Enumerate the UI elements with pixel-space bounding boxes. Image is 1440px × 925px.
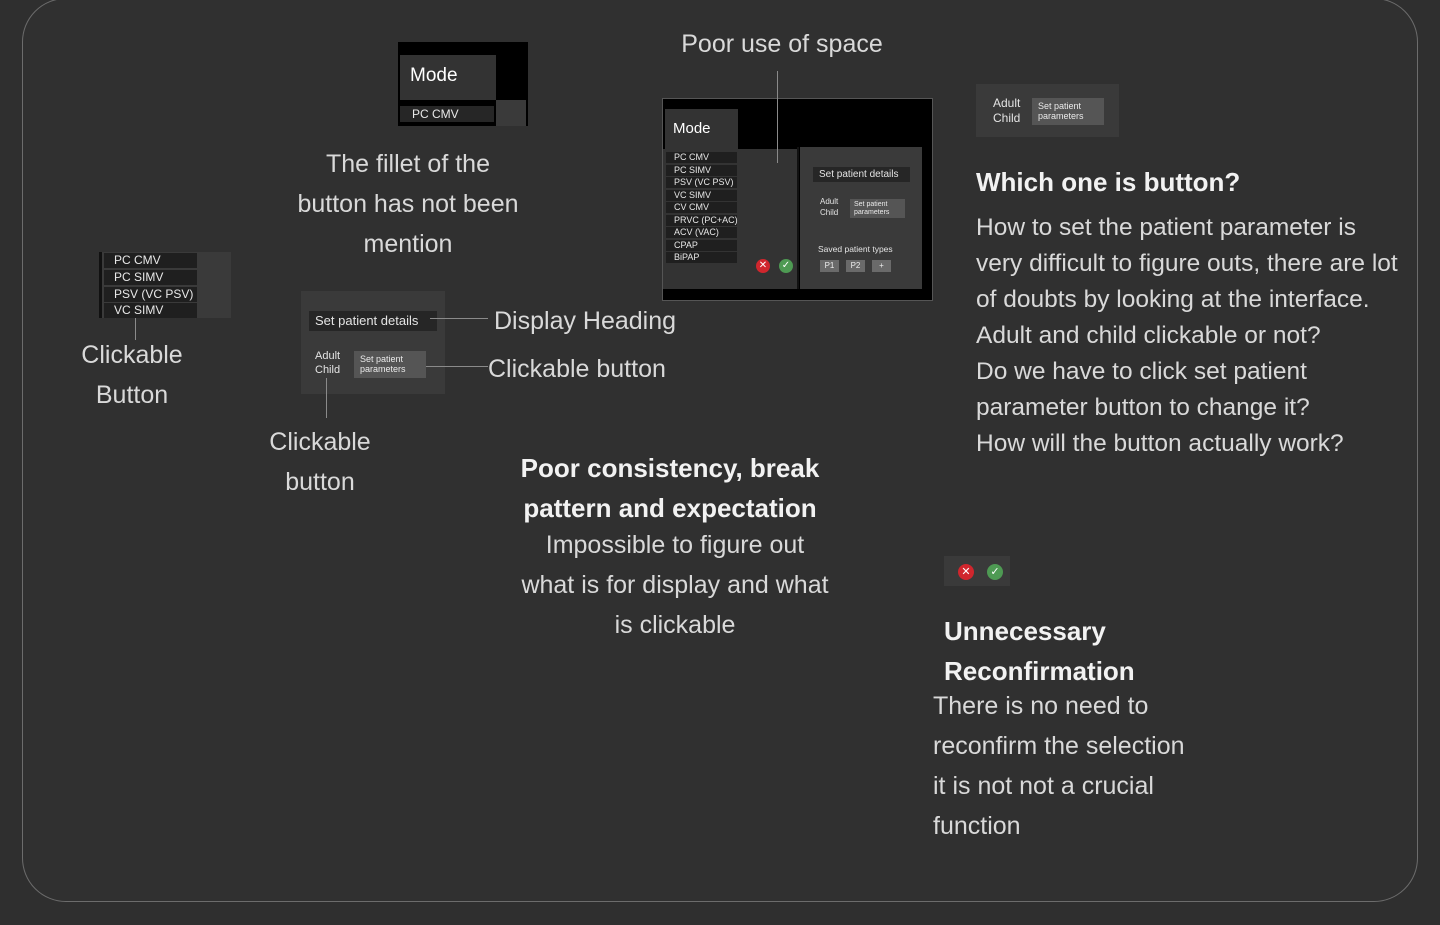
saved-patient-types-label: Saved patient types	[818, 244, 893, 254]
check-icon[interactable]: ✓	[987, 564, 1003, 580]
mode-item[interactable]: CV CMV	[666, 202, 737, 213]
mode-item[interactable]: PSV (VC PSV)	[666, 177, 737, 188]
mode-item[interactable]: PC SIMV	[666, 165, 737, 176]
child-label: Child	[820, 208, 839, 217]
fillet-line-3: mention	[363, 230, 453, 258]
which-button-heading: Which one is button?	[976, 167, 1241, 197]
mode-list-item[interactable]: PC SIMV	[104, 270, 197, 285]
button-label-line: parameters	[1038, 111, 1084, 121]
mode-item[interactable]: VC SIMV	[666, 190, 737, 201]
display-heading-annotation: Display Heading	[494, 307, 677, 335]
body-line: Impossible to figure out	[545, 531, 805, 559]
annotation-line: button	[285, 468, 355, 496]
clickable-button-annotation-left	[52, 335, 212, 415]
mode-list-item[interactable]: VC SIMV	[104, 303, 197, 318]
connector-line	[426, 366, 488, 367]
patient-details-heading: Set patient details	[309, 311, 437, 331]
poor-space-pointer	[777, 71, 778, 163]
consistency-body	[505, 525, 845, 645]
patient-details-snippet	[301, 291, 445, 394]
button-label-line: Set patient	[1038, 101, 1082, 111]
mode-list-item[interactable]: PSV (VC PSV)	[104, 287, 197, 302]
set-patient-parameters-button[interactable]	[850, 199, 905, 218]
mode-list-item[interactable]: PC CMV	[104, 253, 197, 268]
body-line: it is not not a crucial	[933, 772, 1154, 800]
set-patient-parameters-button[interactable]	[1032, 98, 1104, 125]
close-icon[interactable]: ✕	[756, 259, 770, 273]
body-line: Do we have to click set patient	[976, 358, 1307, 385]
body-line: what is for display and what	[521, 571, 829, 599]
clickable-button-annotation-below	[240, 422, 400, 502]
heading-line: Unnecessary	[944, 616, 1106, 646]
set-patient-parameters-button[interactable]	[354, 351, 426, 378]
mode-item-selected[interactable]: PC CMV	[400, 106, 494, 122]
body-line: How will the button actually work?	[976, 430, 1344, 457]
button-label-line: Set patient	[854, 201, 888, 208]
connector-line	[430, 318, 488, 319]
fillet-annotation	[283, 144, 533, 264]
child-label: Child	[993, 111, 1021, 125]
body-line: Adult and child clickable or not?	[976, 322, 1321, 349]
annotation-line: Clickable	[269, 428, 371, 456]
mode-list-edge	[99, 252, 102, 318]
mode-item[interactable]: PC CMV	[666, 152, 737, 163]
mode-list-snippet	[99, 252, 231, 318]
adult-label: Adult	[820, 197, 839, 206]
body-line: function	[933, 812, 1021, 840]
button-label-line: parameters	[360, 364, 406, 374]
close-icon[interactable]: ✕	[958, 564, 974, 580]
saved-patient-chip-p2[interactable]: P2	[846, 260, 865, 272]
connector-line	[326, 378, 327, 418]
poor-space-annotation: Poor use of space	[681, 30, 883, 58]
add-saved-patient-button[interactable]: +	[872, 260, 891, 272]
body-line: is clickable	[614, 611, 736, 639]
button-label-line: parameters	[854, 209, 890, 216]
heading-line: pattern and expectation	[523, 493, 817, 523]
body-line: very difficult to figure outs, there are lot	[976, 250, 1398, 277]
fillet-line-2: button has not been	[297, 190, 519, 218]
column-divider	[797, 147, 799, 289]
mode-title: Mode	[400, 55, 496, 100]
heading-line: Poor consistency, break	[520, 453, 820, 483]
body-line: of doubts by looking at the interface.	[976, 286, 1370, 313]
full-ui-screen	[662, 98, 933, 301]
consistency-heading	[505, 448, 835, 528]
button-label-line: Set patient	[360, 354, 404, 364]
clickable-button-annotation-right: Clickable button	[488, 355, 666, 383]
mode-title: Mode	[665, 109, 738, 149]
check-icon[interactable]: ✓	[779, 259, 793, 273]
adult-label: Adult	[993, 96, 1021, 110]
mode-item[interactable]: ACV (VAC)	[666, 227, 737, 238]
reconfirm-heading	[944, 611, 1135, 691]
adult-label: Adult	[315, 350, 341, 362]
heading-line: Reconfirmation	[944, 656, 1135, 686]
annotation-line: Button	[95, 381, 169, 409]
body-line: There is no need to	[933, 692, 1149, 720]
child-label: Child	[315, 364, 341, 376]
mode-box-snippet	[398, 42, 528, 126]
body-line: reconfirm the selection	[933, 732, 1185, 760]
body-line: parameter button to change it?	[976, 394, 1310, 421]
patient-details-heading: Set patient details	[813, 167, 910, 182]
mode-item[interactable]: CPAP	[666, 240, 737, 251]
reconfirm-body	[933, 686, 1185, 846]
mode-item[interactable]: PRVC (PC+AC)	[666, 215, 737, 226]
confirm-icons-snippet	[944, 556, 1010, 586]
body-line: How to set the patient parameter is	[976, 214, 1356, 241]
fillet-line-1: The fillet of the	[326, 150, 490, 178]
adult-child-snippet	[976, 84, 1119, 137]
saved-patient-chip-p1[interactable]: P1	[820, 260, 839, 272]
which-button-body	[976, 210, 1398, 462]
mode-item[interactable]: BiPAP	[666, 252, 737, 263]
mode-side-panel	[496, 100, 526, 126]
annotation-line: Clickable	[81, 341, 183, 369]
